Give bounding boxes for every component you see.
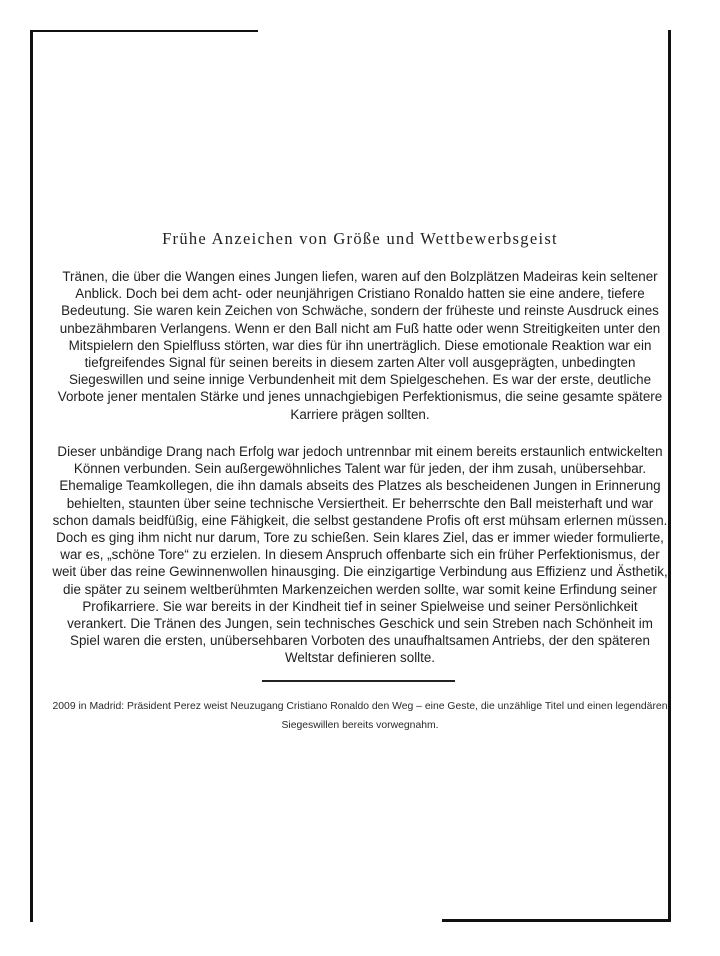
paragraph-2: Dieser unbändige Drang nach Erfolg war jedoch untrennbar mit einem bereits erstaunlich entwickelten Können verbunden. Sein außergewöhnliches Talent war für jeden, der ihm zusah, unübersehbar. Ehemalige Teamkollegen, die ihn damals abseits des Platzes als bescheidenen Jungen in Erinnerung behielten, staunten über seine technische Versiertheit. Er beherrschte den Ball meisterhaft und war schon damals beidfüßig, eine Fähigkeit, die selbst gestandene Profis oft erst mühsam erlernen müssen. Doch es ging ihm nicht nur darum, Tore zu schießen. Sein klares Ziel, das er immer wieder formulierte, war es, „schöne Tore“ zu erzielen. In diesem Anspruch offenbarte sich ein früher Perfektionismus, der weit über das reine Gewinnenwollen hinausging. Die einzigartige Verbindung aus Effizienz und Ästhetik, die später zu seinem weltberühmten Markenzeichen werden sollte, war somit keine Erfindung seiner Profikarriere. Sie war bereits in der Kindheit tief in seiner Spielweise und seiner Persönlichkeit verankert. Die Tränen des Jungen, sein technisches Geschick und sein Streben nach Schönheit im Spiel waren die ersten, unübersehbaren Vorboten des unaufhaltsamen Antriebs, der den späteren Weltstar definieren sollte.	[52, 444, 668, 666]
frame-corner-top-left-vertical	[30, 30, 33, 922]
frame-corner-right-vertical	[668, 30, 671, 922]
frame-corner-top-left-horizontal	[30, 30, 258, 32]
image-caption: 2009 in Madrid: Präsident Perez weist Neuzugang Cristiano Ronaldo den Weg – eine Geste, die unzählige Titel und einen legendären Siegeswillen bereits vorwegnahm.	[52, 701, 668, 731]
paragraph-1: Tränen, die über die Wangen eines Jungen liefen, waren auf den Bolzplätzen Madeiras kein seltener Anblick. Doch bei dem acht- oder neunjährigen Cristiano Ronaldo hatten sie eine andere, tiefere Bedeutung. Sie waren kein Zeichen von Schwäche, sondern der früheste und reinste Ausdruck eines unbezähmbaren Verlangens. Wenn er den Ball nicht am Fuß hatte oder wenn Streitigkeiten unter den Mitspielern den Spielfluss störten, war dies für ihn unerträglich. Diese emotionale Reaktion war ein tiefgreifendes Signal für seinen bereits in diesem zarten Alter voll ausgeprägten, unbedingten Siegeswillen und seine innige Verbundenheit mit dem Spielgeschehen. Es war der erste, deutliche Vorbote jener mentalen Stärke und jenes unnachgiebigen Perfektionismus, die seine gesamte spätere Karriere prägen sollten.	[57, 269, 663, 422]
divider-line	[262, 680, 455, 682]
section-heading: Frühe Anzeichen von Größe und Wettbewerbsgeist	[162, 229, 558, 248]
frame-corner-bottom-right-horizontal	[442, 919, 671, 922]
